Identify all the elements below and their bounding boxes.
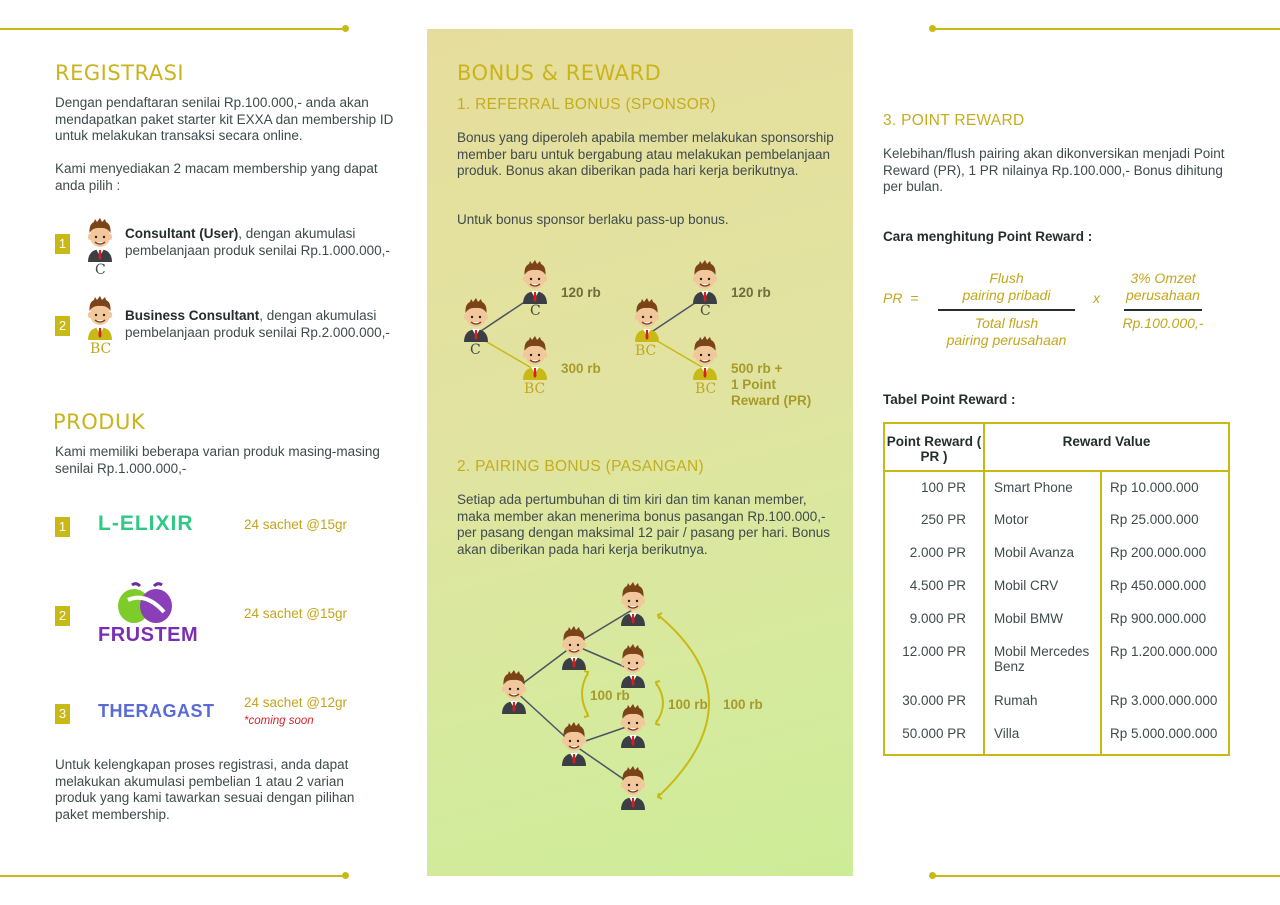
row-1-value: Rp 10.000.000 xyxy=(1110,480,1199,495)
produk-title: PRODUK xyxy=(53,410,146,434)
referral-left-bottom-avatar-icon xyxy=(520,336,550,380)
row-2-value: Rp 25.000.000 xyxy=(1110,512,1199,527)
row-1-reward: Smart Phone xyxy=(984,471,1101,504)
referral-right-bottom-amount-line-2: 1 Point xyxy=(731,377,777,392)
table-row xyxy=(884,685,1229,718)
frustem-logo-text: FRUSTEM xyxy=(98,624,199,646)
product-1-number: 1 xyxy=(55,517,70,537)
registrasi-choose: Kami menyediakan 2 macam membership yang dapat anda pilih : xyxy=(55,161,378,193)
formula-den1-line-2: pairing perusahaan xyxy=(946,331,1067,348)
pairing-leaf-1-avatar-icon xyxy=(618,582,648,626)
referral-right-top-amount: 120 rb xyxy=(731,285,771,300)
membership-1-desc: , dengan akumulasi pembelanjaan produk senilai Rp.1.000.000,- xyxy=(125,226,390,258)
referral-right-bottom-amount-line-3: Reward (PR) xyxy=(731,393,812,408)
formula-num1 xyxy=(938,270,1075,303)
table-row xyxy=(884,471,1229,504)
row-5-reward: Mobil BMW xyxy=(984,603,1101,636)
produk-intro: Kami memiliki beberapa varian produk masing-masing senilai Rp.1.000.000,- xyxy=(55,444,380,476)
referral-right-root-label: BC xyxy=(635,343,657,359)
formula-bar-1 xyxy=(938,309,1075,311)
row-4-points: 4.500 PR xyxy=(884,570,984,603)
membership-1-number: 1 xyxy=(55,234,70,254)
product-3-pack: 24 sachet @12gr xyxy=(244,695,348,710)
table-title: Tabel Point Reward : xyxy=(883,392,1016,407)
referral-right-root-avatar-icon xyxy=(632,298,662,342)
theragast-logo: THERAGAST xyxy=(98,701,215,721)
row-3-value: Rp 200.000.000 xyxy=(1110,545,1207,560)
consultant-avatar-icon xyxy=(85,218,115,262)
pairing-amount-2: 100 rb xyxy=(668,697,708,712)
bottom-left-rule-dot xyxy=(342,872,349,879)
bottom-right-rule-dot xyxy=(929,872,936,879)
bottom-left-rule xyxy=(0,875,345,877)
registrasi-intro: Dengan pendaftaran senilai Rp.100.000,- anda akan mendapatkan paket starter kit EXXA dan membership ID untuk melakukan transaksi secara online. xyxy=(55,95,394,143)
produk-outro: Untuk kelengkapan proses registrasi, anda dapat melakukan akumulasi pembelian 1 atau 2 varian produk yang kami tawarkan sesuai dengan pilihan paket membership. xyxy=(55,757,355,822)
row-7-reward: Rumah xyxy=(984,685,1101,718)
pairing-leaf-2-avatar-icon xyxy=(618,644,648,688)
membership-1-text xyxy=(125,226,405,259)
product-3-number: 3 xyxy=(55,704,70,724)
membership-2-name: Business Consultant xyxy=(125,308,260,323)
row-3-points: 2.000 PR xyxy=(884,537,984,570)
product-1-pack: 24 sachet @15gr xyxy=(244,517,348,532)
membership-1-badge: C xyxy=(95,262,106,278)
formula-bar-2 xyxy=(1124,309,1202,311)
referral-right-bottom-avatar-icon xyxy=(690,336,720,380)
formula-num2-line-1: 3% Omzet xyxy=(1130,270,1196,286)
frustem-logo xyxy=(98,580,199,650)
point-reward-text: Kelebihan/flush pairing akan dikonversikan menjadi Point Reward (PR), 1 PR nilainya Rp.100.000,- Bonus dihitung per bulan. xyxy=(883,146,1225,194)
top-right-rule xyxy=(932,28,1280,30)
membership-2-number: 2 xyxy=(55,316,70,336)
row-8-points: 50.000 PR xyxy=(884,718,984,755)
row-6-reward: Mobil Mercedes Benz xyxy=(984,636,1101,685)
row-3-reward: Mobil Avanza xyxy=(984,537,1101,570)
referral-left-root-avatar-icon xyxy=(461,298,491,342)
product-3-note: *coming soon xyxy=(244,715,314,727)
referral-right-bottom-amount xyxy=(731,361,811,409)
business-consultant-avatar-icon xyxy=(85,296,115,340)
pairing-left-avatar-icon xyxy=(559,626,589,670)
pairing-leaf-3-avatar-icon xyxy=(618,704,648,748)
row-6-points: 12.000 PR xyxy=(884,636,984,685)
formula-den2: Rp.100.000,- xyxy=(1122,315,1204,331)
pairing-title: 2. PAIRING BONUS (PASANGAN) xyxy=(457,458,704,475)
row-4-value: Rp 450.000.000 xyxy=(1110,578,1207,593)
calc-title: Cara menghitung Point Reward : xyxy=(883,229,1093,244)
referral-left-root-label: C xyxy=(470,342,481,358)
membership-2-badge: BC xyxy=(90,341,112,357)
bottom-right-rule xyxy=(932,875,1280,877)
formula-num1-line-2: pairing pribadi xyxy=(962,286,1051,303)
membership-2-desc: , dengan akumulasi pembelanjaan produk senilai Rp.2.000.000,- xyxy=(125,308,390,340)
referral-left-bottom-label: BC xyxy=(524,381,546,397)
table-row xyxy=(884,636,1229,685)
table-row xyxy=(884,504,1229,537)
referral-passup: Untuk bonus sponsor berlaku pass-up bonus. xyxy=(457,212,729,227)
row-2-reward: Motor xyxy=(984,504,1101,537)
referral-left-top-avatar-icon xyxy=(520,260,550,304)
product-2-pack: 24 sachet @15gr xyxy=(244,606,348,621)
formula-lhs: PR = xyxy=(883,290,919,306)
formula-den1-line-1: Total flush xyxy=(974,315,1039,331)
formula-den1 xyxy=(938,315,1075,348)
referral-title: 1. REFERRAL BONUS (SPONSOR) xyxy=(457,96,717,113)
row-7-value: Rp 3.000.000.000 xyxy=(1110,693,1218,708)
pairing-root-avatar-icon xyxy=(499,670,529,714)
pairing-amount-1: 100 rb xyxy=(590,688,630,703)
row-8-reward: Villa xyxy=(984,718,1101,755)
top-left-rule xyxy=(0,28,345,30)
top-left-rule-dot xyxy=(342,25,349,32)
pairing-right-avatar-icon xyxy=(559,722,589,766)
membership-2-text xyxy=(125,308,405,341)
product-2-number: 2 xyxy=(55,606,70,626)
referral-right-bottom-label: BC xyxy=(695,381,717,397)
referral-text: Bonus yang diperoleh apabila member melakukan sponsorship member baru untuk bergabung atau melakukan pembelanjaan produk. Bonus akan diberikan pada hari kerja berikutnya. xyxy=(457,130,834,178)
referral-right-top-label: C xyxy=(700,303,711,319)
row-8-value: Rp 5.000.000.000 xyxy=(1110,726,1218,741)
referral-right-bottom-amount-line-1: 500 rb + xyxy=(731,361,783,376)
referral-left-bottom-amount: 300 rb xyxy=(561,361,601,376)
header-point-reward: Point Reward ( PR ) xyxy=(884,423,984,471)
referral-left-top-amount: 120 rb xyxy=(561,285,601,300)
referral-right-top-avatar-icon xyxy=(690,260,720,304)
table-row xyxy=(884,603,1229,636)
table-row xyxy=(884,718,1229,755)
membership-1-name: Consultant (User) xyxy=(125,226,239,241)
formula-num2-line-2: perusahaan xyxy=(1126,286,1200,303)
point-reward-table xyxy=(883,422,1230,756)
table-row xyxy=(884,537,1229,570)
row-2-points: 250 PR xyxy=(884,504,984,537)
row-4-reward: Mobil CRV xyxy=(984,570,1101,603)
row-5-points: 9.000 PR xyxy=(884,603,984,636)
formula-num1-line-1: Flush xyxy=(989,270,1024,286)
row-7-points: 30.000 PR xyxy=(884,685,984,718)
registrasi-title: REGISTRASI xyxy=(55,61,185,85)
frustem-logo-icon xyxy=(98,580,194,626)
row-6-value: Rp 1.200.000.000 xyxy=(1110,644,1218,659)
top-right-rule-dot xyxy=(929,25,936,32)
table-row xyxy=(884,570,1229,603)
bonus-title: BONUS & REWARD xyxy=(457,61,662,85)
formula-num2 xyxy=(1122,270,1204,303)
pairing-amount-3: 100 rb xyxy=(723,697,763,712)
row-1-points: 100 PR xyxy=(884,471,984,504)
formula-times: x xyxy=(1093,290,1100,306)
point-reward-title: 3. POINT REWARD xyxy=(883,112,1025,129)
l-elixir-logo: L-ELIXIR xyxy=(98,512,194,535)
referral-left-top-label: C xyxy=(530,303,541,319)
pairing-leaf-4-avatar-icon xyxy=(618,766,648,810)
row-5-value: Rp 900.000.000 xyxy=(1110,611,1207,626)
header-reward-value: Reward Value xyxy=(984,423,1229,471)
pairing-text: Setiap ada pertumbuhan di tim kiri dan tim kanan member, maka member akan menerima bonus pasangan Rp.100.000,- per pasang dengan maksimal 12 pair / pasang per hari. Bonus akan diberikan pada hari kerja berikutnya. xyxy=(457,492,830,557)
